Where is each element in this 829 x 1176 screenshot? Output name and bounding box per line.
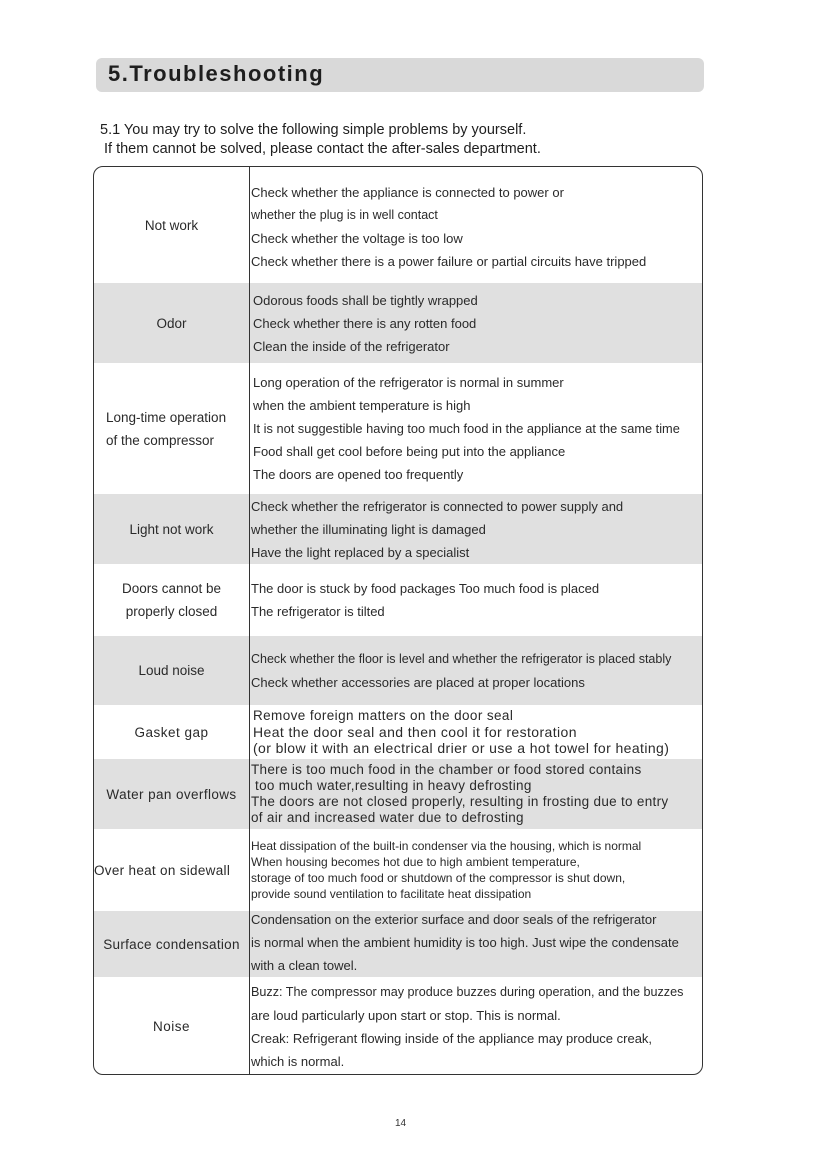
solution-cell: Check whether the floor is level and whether the refrigerator is placed stably Check whether accessories are placed at proper locations [251, 651, 672, 690]
table-row [94, 705, 702, 759]
page-number: 14 [395, 1118, 407, 1129]
column-divider [249, 167, 250, 1074]
solution-cell: The door is stuck by food packages Too much food is placed The refrigerator is tilted [251, 581, 600, 619]
table-row [94, 977, 702, 1075]
solution-cell: Heat dissipation of the built-in condenser via the housing, which is normal When housing becomes hot due to high ambient temperature, storage of too much food or shutdown of the compressor is shut down, provide sound ventilation to facilitate heat dissipation [251, 839, 642, 901]
table-row [94, 911, 702, 977]
problem-cell: Surface condensation [103, 936, 240, 952]
problem-cell: Long-time operation of the compressor [106, 409, 227, 448]
table-row [94, 759, 702, 829]
table-row [94, 363, 702, 494]
solution-cell: Odorous foods shall be tightly wrapped Check whether there is any rotten food Clean the inside of the refrigerator [253, 292, 478, 354]
solution-cell: Buzz: The compressor may produce buzzes during operation, and the buzzes are loud particularly upon start or stop. This is normal. Creak: Refrigerant flowing inside of the appliance may produce creak, which is normal. [251, 984, 684, 1069]
table-row [94, 564, 702, 636]
problem-cell: Doors cannot be properly closed [121, 581, 222, 619]
table-row [94, 636, 702, 705]
problem-cell: Loud noise [138, 663, 205, 678]
solution-cell: Check whether the refrigerator is connected to power supply and whether the illuminating light is damaged Have the light replaced by a specialist [251, 498, 624, 560]
intro-line-1: 5.1 You may try to solve the following simple problems by yourself. [100, 122, 527, 138]
section-title: 5.Troubleshooting [108, 61, 325, 86]
table-row [94, 167, 702, 283]
solution-cell: Remove foreign matters on the door seal Heat the door seal and then cool it for restoration (or blow it with an electrical drier or use a hot towel for heating) [253, 708, 670, 756]
solution-cell: Long operation of the refrigerator is normal in summer when the ambient temperature is high It is not suggestible having too much food in the appliance at the same time Food shall get cool before being put into the appliance The doors are opened too frequently [253, 375, 680, 482]
problem-cell: Gasket gap [134, 724, 209, 740]
table-row [94, 494, 702, 564]
table-row [94, 283, 702, 363]
problem-cell: Light not work [129, 521, 214, 537]
solution-cell: Check whether the appliance is connected to power or whether the plug is in well contact Check whether the voltage is too low Check whether there is a power failure or partial circuits have tripped [251, 185, 647, 269]
problem-cell: Not work [144, 217, 199, 233]
problem-cell: Water pan overflows [106, 786, 237, 802]
problem-cell: Over heat on sidewall [94, 862, 231, 878]
problem-cell: Odor [156, 315, 187, 331]
intro-line-2: If them cannot be solved, please contact the after-sales department. [104, 141, 541, 157]
problem-cell: Noise [152, 1019, 190, 1034]
section-title-bar [96, 58, 704, 92]
table-row [94, 829, 702, 911]
solution-cell: Condensation on the exterior surface and door seals of the refrigerator is normal when the ambient humidity is too high. Just wipe the condensate with a clean towel. [251, 911, 679, 973]
troubleshooting-table [93, 166, 703, 1075]
solution-cell: There is too much food in the chamber or food stored contains too much water,resulting in heavy defrosting The doors are not closed properly, resulting in frosting due to entry of air and increased water due to defrosting [251, 762, 669, 825]
